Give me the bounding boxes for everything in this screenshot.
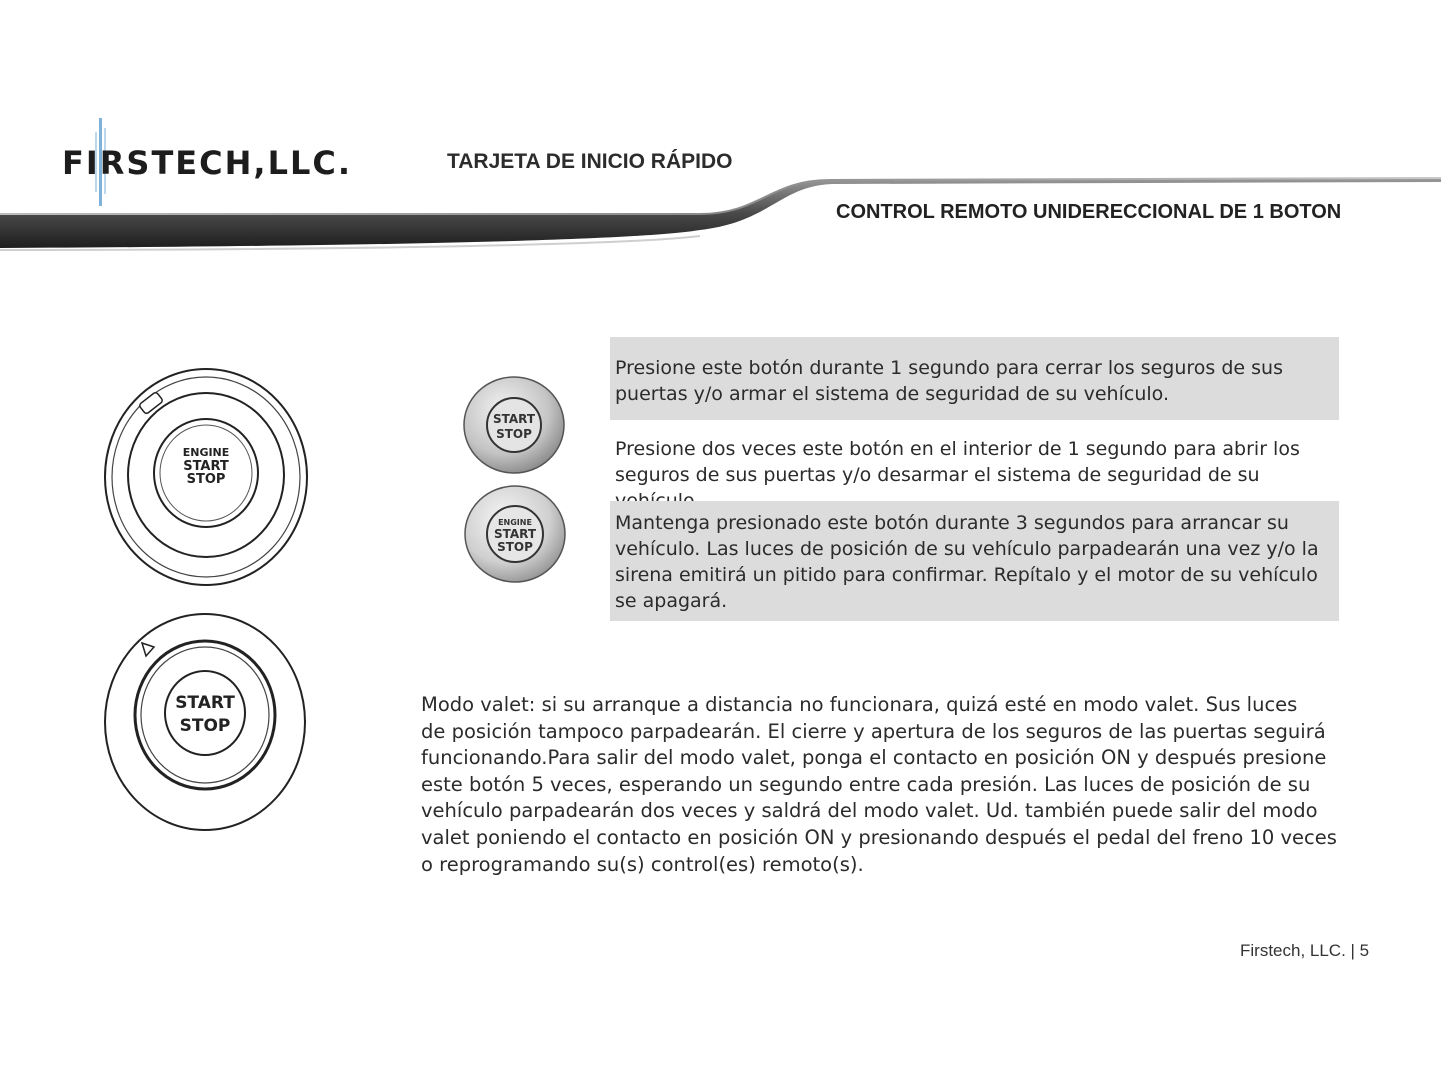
remote-stop-label: STOP: [179, 716, 231, 736]
button-engine-label: ENGINE: [498, 518, 532, 527]
start-stop-button-icon: [462, 375, 568, 475]
remote-control-title: CONTROL REMOTO UNIDERECCIONAL DE 1 BOTON: [836, 201, 1342, 223]
valet-line: Modo valet: si su arranque a distancia no funcionara, quizá esté en modo valet. Sus luces: [421, 693, 1298, 716]
instruction-remote-start: Mantenga presionado este botón durante 3 segundos para arrancar su vehículo. Las luces de posición de su vehículo parpadearán una vez y/o la sirena emitirá un pitido para confirmar. Repítalo y el motor de su vehículo se apagará.: [610, 501, 1339, 621]
valet-line: de posición tampoco parpadearán. El cierre y apertura de los seguros de las puertas seguirá: [421, 719, 1326, 743]
valet-line: vehículo parpadearán dos veces y saldrá del modo valet. Ud. también puede salir del modo: [421, 799, 1318, 823]
button-stop-label: STOP: [496, 427, 532, 441]
valet-mode-paragraph: [421, 692, 1371, 878]
button-start-label: START: [493, 527, 537, 541]
remote-illustration-engine: [100, 365, 312, 590]
remote-start-label: START: [175, 693, 235, 713]
remote-stop-label: STOP: [186, 472, 226, 487]
button-start-label: START: [492, 412, 536, 426]
remote-engine-label: ENGINE: [182, 446, 230, 459]
valet-line: funcionando.Para salir del modo valet, ponga el contacto en posición ON y después presione: [421, 746, 1327, 770]
quick-start-card-title: TARJETA DE INICIO RÁPIDO: [447, 150, 733, 173]
page-footer: Firstech, LLC. | 5: [1240, 941, 1370, 960]
brand-logo-text: FIRSTECH,LLC.: [62, 144, 352, 182]
engine-start-stop-button-icon: [463, 484, 569, 584]
instruction-unlock: Presione dos veces este botón en el interior de 1 segundo para abrir los seguros de sus puertas y/o desarmar el sistema de seguridad de su: [615, 438, 1300, 486]
valet-line: este botón 5 veces, esperando un segundo entre cada presión. Las luces de posición de su: [421, 772, 1311, 796]
button-stop-label: STOP: [497, 540, 533, 554]
remote-start-label: START: [183, 459, 229, 474]
remote-illustration-basic: [102, 610, 308, 835]
valet-line: valet poniendo el contacto en posición ON y presionando después el pedal del freno 10 veces: [421, 825, 1337, 849]
valet-line: o reprogramando su(s) control(es) remoto(s).: [421, 852, 864, 876]
brand-logo: [62, 118, 442, 208]
instruction-lock: Presione este botón durante 1 segundo para cerrar los seguros de sus puertas y/o armar el sistema de seguridad de su vehículo.: [610, 337, 1339, 420]
